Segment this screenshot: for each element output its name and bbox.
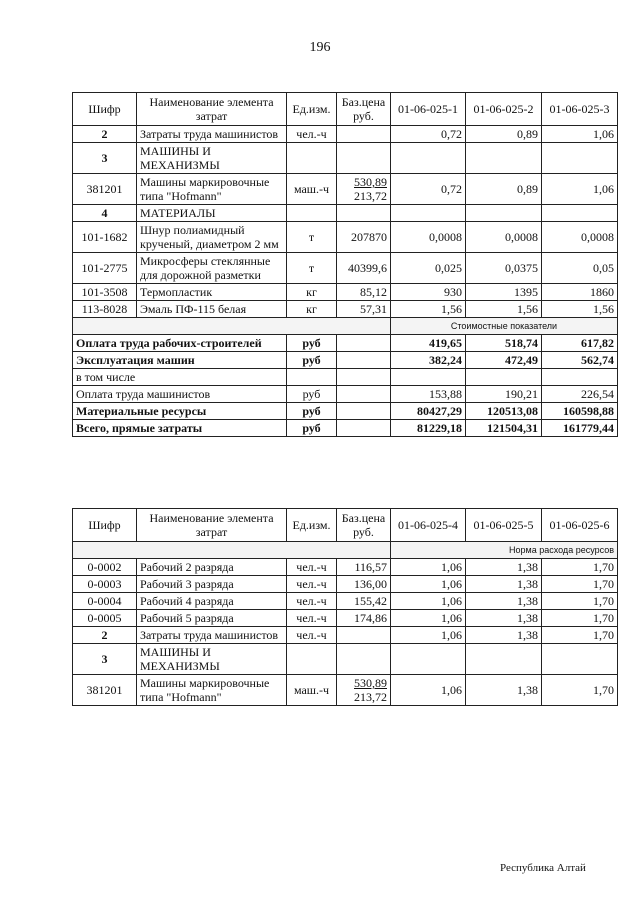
row-name: Термопластик [137, 284, 287, 301]
header-price: Баз.цена руб. [337, 93, 391, 126]
row-code: 2 [73, 126, 137, 143]
table-row [73, 301, 618, 318]
row-name: Шнур полиамидный крученый, диаметром 2 мм [137, 222, 287, 253]
row-value: 0,72 [391, 126, 466, 143]
row-value: 0,0008 [466, 222, 542, 253]
totals-unit: руб [287, 335, 337, 352]
row-value: 1,56 [391, 301, 466, 318]
totals-value: 80427,29 [391, 403, 466, 420]
table-row [73, 675, 618, 706]
row-price [337, 675, 391, 706]
row-code: 101-3508 [73, 284, 137, 301]
row-unit: чел.-ч [287, 126, 337, 143]
row-code: 3 [73, 644, 137, 675]
row-value: 1,06 [542, 174, 618, 205]
table-row [73, 576, 618, 593]
row-value: 1395 [466, 284, 542, 301]
row-value: 1860 [542, 284, 618, 301]
row-price: 40399,6 [337, 253, 391, 284]
row-name: Затраты труда машинистов [137, 627, 287, 644]
row-name: Машины маркировочные типа "Hofmann" [137, 675, 287, 706]
table-row [73, 593, 618, 610]
row-value: 1,56 [542, 301, 618, 318]
totals-unit: руб [287, 352, 337, 369]
row-name: Рабочий 4 разряда [137, 593, 287, 610]
row-value: 1,70 [542, 675, 618, 706]
totals-name: Оплата труда рабочих-строителей [73, 335, 287, 352]
totals-value: 518,74 [466, 335, 542, 352]
totals-row [73, 352, 618, 369]
row-value: 0,89 [466, 174, 542, 205]
totals-unit: руб [287, 420, 337, 437]
row-value: 1,06 [391, 593, 466, 610]
row-name: Микросферы стеклянные для дорожной разметки [137, 253, 287, 284]
row-value: 1,38 [466, 576, 542, 593]
totals-value: 153,88 [391, 386, 466, 403]
row-unit: чел.-ч [287, 627, 337, 644]
table-header-row [73, 509, 618, 542]
table-row [73, 174, 618, 205]
row-name: Рабочий 5 разряда [137, 610, 287, 627]
row-value: 1,06 [391, 627, 466, 644]
row-name: Эмаль ПФ-115 белая [137, 301, 287, 318]
header-unit: Ед.изм. [287, 509, 337, 542]
row-price: 116,57 [337, 559, 391, 576]
row-code: 2 [73, 627, 137, 644]
row-unit: маш.-ч [287, 675, 337, 706]
row-price [337, 627, 391, 644]
section-label-row [73, 318, 618, 335]
header-code: Шифр [73, 93, 137, 126]
row-code: 381201 [73, 675, 137, 706]
row-code: 381201 [73, 174, 137, 205]
row-unit: чел.-ч [287, 559, 337, 576]
totals-unit: руб [287, 403, 337, 420]
totals-value: 617,82 [542, 335, 618, 352]
row-value: 1,06 [391, 675, 466, 706]
row-value: 0,0008 [391, 222, 466, 253]
row-name: МАШИНЫ И МЕХАНИЗМЫ [137, 644, 287, 675]
totals-value: 562,74 [542, 352, 618, 369]
row-value: 0,0375 [466, 253, 542, 284]
header-name: Наименование элемента затрат [137, 93, 287, 126]
price-bottom: 213,72 [354, 690, 387, 704]
row-price: 155,42 [337, 593, 391, 610]
header-col-1: 01-06-025-1 [391, 93, 466, 126]
totals-name: Материальные ресурсы [73, 403, 287, 420]
totals-value: 190,21 [466, 386, 542, 403]
totals-row [73, 335, 618, 352]
section-label: Норма расхода ресурсов [391, 542, 618, 559]
row-price: 85,12 [337, 284, 391, 301]
row-unit: маш.-ч [287, 174, 337, 205]
row-value: 930 [391, 284, 466, 301]
header-col-4: 01-06-025-4 [391, 509, 466, 542]
totals-value: 419,65 [391, 335, 466, 352]
totals-value: 472,49 [466, 352, 542, 369]
row-value: 1,70 [542, 627, 618, 644]
header-col-6: 01-06-025-6 [542, 509, 618, 542]
row-value: 1,06 [542, 126, 618, 143]
footer-region: Республика Алтай [500, 862, 586, 874]
totals-name: Всего, прямые затраты [73, 420, 287, 437]
totals-value: 382,24 [391, 352, 466, 369]
page-number: 196 [309, 40, 331, 55]
table-row [73, 284, 618, 301]
header-name: Наименование элемента затрат [137, 509, 287, 542]
cost-table-2 [72, 508, 618, 706]
section-label: Стоимостные показатели [391, 318, 618, 335]
row-code: 0-0002 [73, 559, 137, 576]
row-value: 0,025 [391, 253, 466, 284]
row-name: МАТЕРИАЛЫ [137, 205, 287, 222]
table-row [73, 559, 618, 576]
row-unit: т [287, 253, 337, 284]
totals-value: 81229,18 [391, 420, 466, 437]
row-code: 101-1682 [73, 222, 137, 253]
row-unit: кг [287, 284, 337, 301]
row-price: 174,86 [337, 610, 391, 627]
table-row [73, 205, 618, 222]
row-value: 0,05 [542, 253, 618, 284]
table-row [73, 627, 618, 644]
row-value: 1,70 [542, 559, 618, 576]
row-name: Затраты труда машинистов [137, 126, 287, 143]
totals-value: 120513,08 [466, 403, 542, 420]
row-code: 0-0005 [73, 610, 137, 627]
row-value: 1,38 [466, 559, 542, 576]
header-col-5: 01-06-025-5 [466, 509, 542, 542]
row-unit: чел.-ч [287, 610, 337, 627]
row-value: 1,70 [542, 576, 618, 593]
totals-value: 160598,88 [542, 403, 618, 420]
header-price: Баз.цена руб. [337, 509, 391, 542]
row-value: 1,38 [466, 627, 542, 644]
row-price: 57,31 [337, 301, 391, 318]
header-unit: Ед.изм. [287, 93, 337, 126]
row-name: Машины маркировочные типа "Hofmann" [137, 174, 287, 205]
table-row [73, 222, 618, 253]
row-code: 0-0004 [73, 593, 137, 610]
row-unit: чел.-ч [287, 593, 337, 610]
row-name: Рабочий 3 разряда [137, 576, 287, 593]
header-col-2: 01-06-025-2 [466, 93, 542, 126]
row-price [337, 174, 391, 205]
row-name: Рабочий 2 разряда [137, 559, 287, 576]
price-top: 530,89 [354, 676, 387, 690]
totals-name: Эксплуатация машин [73, 352, 287, 369]
table-row [73, 143, 618, 174]
totals-value: 121504,31 [466, 420, 542, 437]
row-unit: т [287, 222, 337, 253]
table-row [73, 253, 618, 284]
section-label-row [73, 542, 618, 559]
row-name: МАШИНЫ И МЕХАНИЗМЫ [137, 143, 287, 174]
table-row [73, 644, 618, 675]
table-row [73, 126, 618, 143]
row-code: 113-8028 [73, 301, 137, 318]
row-value: 1,56 [466, 301, 542, 318]
row-code: 0-0003 [73, 576, 137, 593]
totals-name: в том числе [73, 369, 287, 386]
row-value: 0,89 [466, 126, 542, 143]
row-value: 1,06 [391, 576, 466, 593]
totals-value: 161779,44 [542, 420, 618, 437]
totals-row [73, 403, 618, 420]
price-bottom: 213,72 [354, 189, 387, 203]
cost-table-1 [72, 92, 618, 437]
totals-row [73, 369, 618, 386]
row-value: 1,06 [391, 610, 466, 627]
header-code: Шифр [73, 509, 137, 542]
table-row [73, 610, 618, 627]
totals-unit: руб [287, 386, 337, 403]
row-value: 1,70 [542, 593, 618, 610]
header-col-3: 01-06-025-3 [542, 93, 618, 126]
row-value: 0,72 [391, 174, 466, 205]
row-unit: чел.-ч [287, 576, 337, 593]
row-price: 207870 [337, 222, 391, 253]
price-top: 530,89 [354, 175, 387, 189]
row-code: 4 [73, 205, 137, 222]
row-value: 1,38 [466, 593, 542, 610]
row-value: 1,38 [466, 610, 542, 627]
row-code: 3 [73, 143, 137, 174]
row-value: 0,0008 [542, 222, 618, 253]
row-price [337, 126, 391, 143]
row-value: 1,70 [542, 610, 618, 627]
row-price: 136,00 [337, 576, 391, 593]
row-value: 1,38 [466, 675, 542, 706]
totals-row [73, 386, 618, 403]
table-header-row [73, 93, 618, 126]
totals-value: 226,54 [542, 386, 618, 403]
totals-name: Оплата труда машинистов [73, 386, 287, 403]
row-value: 1,06 [391, 559, 466, 576]
totals-row [73, 420, 618, 437]
row-code: 101-2775 [73, 253, 137, 284]
row-unit: кг [287, 301, 337, 318]
